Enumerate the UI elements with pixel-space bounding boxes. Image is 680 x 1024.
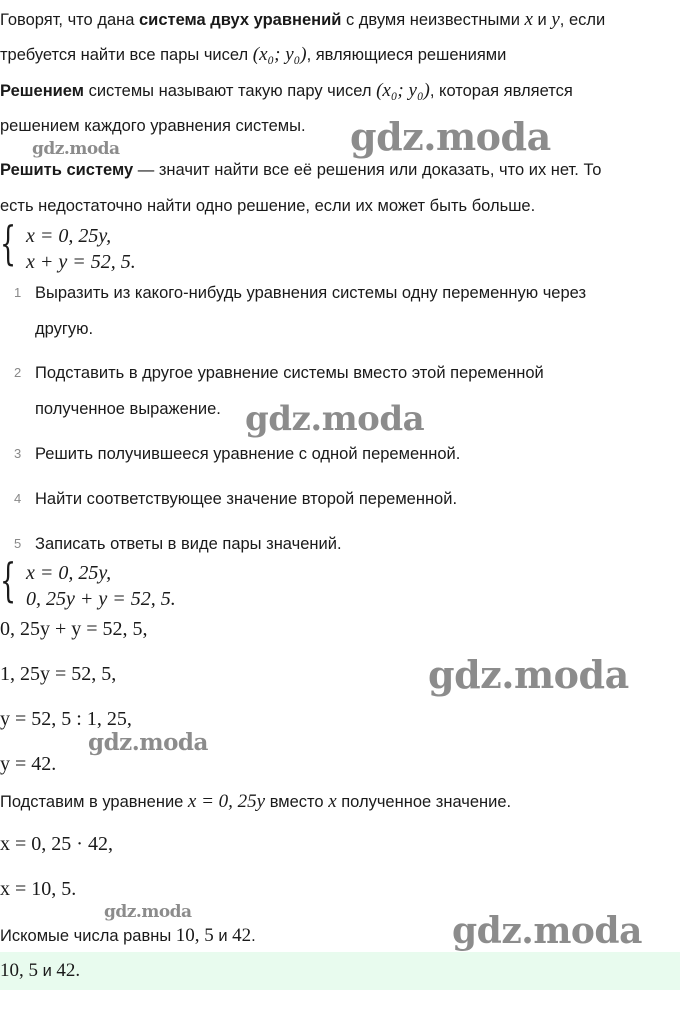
term-solve-system: Решить систему [0,161,134,179]
step-number: 1 [14,285,22,300]
watermark: gdz.moda [452,910,642,952]
system-equation: x + y = 52, 5. [26,251,136,273]
watermark: gdz.moda [32,139,120,159]
math-line: x = 0, 25 · 42, [0,833,113,855]
definition-text: , которая является [429,82,573,100]
answer-box [0,952,680,990]
step-text: Записать ответы в виде пары значений. [35,535,342,553]
intro-text: и [532,11,552,29]
math-line: x = 10, 5. [0,878,77,900]
intro-line-2 [0,45,506,64]
answer-value: 42 [56,960,76,981]
system-equation: x = 0, 25y, [26,562,112,584]
substitute-line [0,792,511,811]
step-text: Найти соответствующее значение второй переменной. [35,490,458,508]
answer-line [0,961,80,980]
solve-def-text: — значит найти все её решения или доказать, что их нет. То [133,161,602,179]
definition-line-2: решением каждого уравнения системы. [0,117,306,135]
result-text: Искомые числа равны [0,927,176,945]
step-number: 4 [14,491,22,506]
substitute-text: вместо [265,793,329,811]
step-text: Подставить в другое уравнение системы вместо этой переменной [35,364,544,382]
math-var-x: x [328,791,337,812]
answer-value: 10, 5 [0,960,38,981]
step-text: другую. [35,320,94,338]
step-text: Выразить из какого-нибудь уравнения системы одну переменную через [35,284,587,302]
watermark: gdz.moda [350,114,551,159]
step-number: 3 [14,446,22,461]
step-text: полученное выражение. [35,400,221,418]
step-text: Решить получившееся уравнение с одной переменной. [35,445,461,463]
math-line: y = 42. [0,753,57,775]
system-equation: x = 0, 25y, [26,225,112,247]
substitute-text: полученное значение. [336,793,512,811]
brace-symbol: { [0,553,17,607]
result-text: . [251,927,256,945]
intro-text: , если [559,11,606,29]
definition-text: системы называют такую пару чисел [83,82,377,100]
result-value: 10, 5 [175,925,214,946]
intro-text: Говорят, что дана [0,11,139,29]
math-line: 1, 25y = 52, 5, [0,663,117,685]
intro-text: с двумя неизвестными [341,11,525,29]
result-value: 42 [232,925,252,946]
term-solution: Решением [0,82,84,100]
solve-def-line-1 [0,162,601,179]
term-system: система двух уравнений [139,11,342,29]
math-pair: (x₀; y₀) [376,80,430,101]
answer-text: и [38,962,57,980]
watermark: gdz.moda [88,729,208,756]
intro-text: , являющиеся решениями [306,46,507,64]
solve-def-line-2: есть недостаточно найти одно решение, если их может быть больше. [0,197,536,215]
intro-line-1 [0,10,605,29]
watermark: gdz.moda [245,399,425,439]
math-expression: x = 0, 25y [187,791,266,812]
substitute-text: Подставим в уравнение [0,793,188,811]
math-var-x: x [524,9,533,30]
intro-text: требуется найти все пары чисел [0,46,253,64]
step-number: 2 [14,365,22,380]
math-pair: (x₀; y₀) [252,44,307,65]
step-number: 5 [14,536,22,551]
answer-text: . [75,960,81,981]
result-line [0,926,256,945]
definition-line-1 [0,81,573,100]
system-equation: 0, 25y + y = 52, 5. [26,588,176,610]
math-line: 0, 25y + y = 52, 5, [0,618,148,640]
math-line: y = 52, 5 : 1, 25, [0,708,132,730]
brace-symbol: { [0,216,17,270]
watermark: gdz.moda [104,902,192,922]
watermark: gdz.moda [428,652,629,697]
result-text: и [213,927,233,945]
math-var-y: y [551,9,560,30]
